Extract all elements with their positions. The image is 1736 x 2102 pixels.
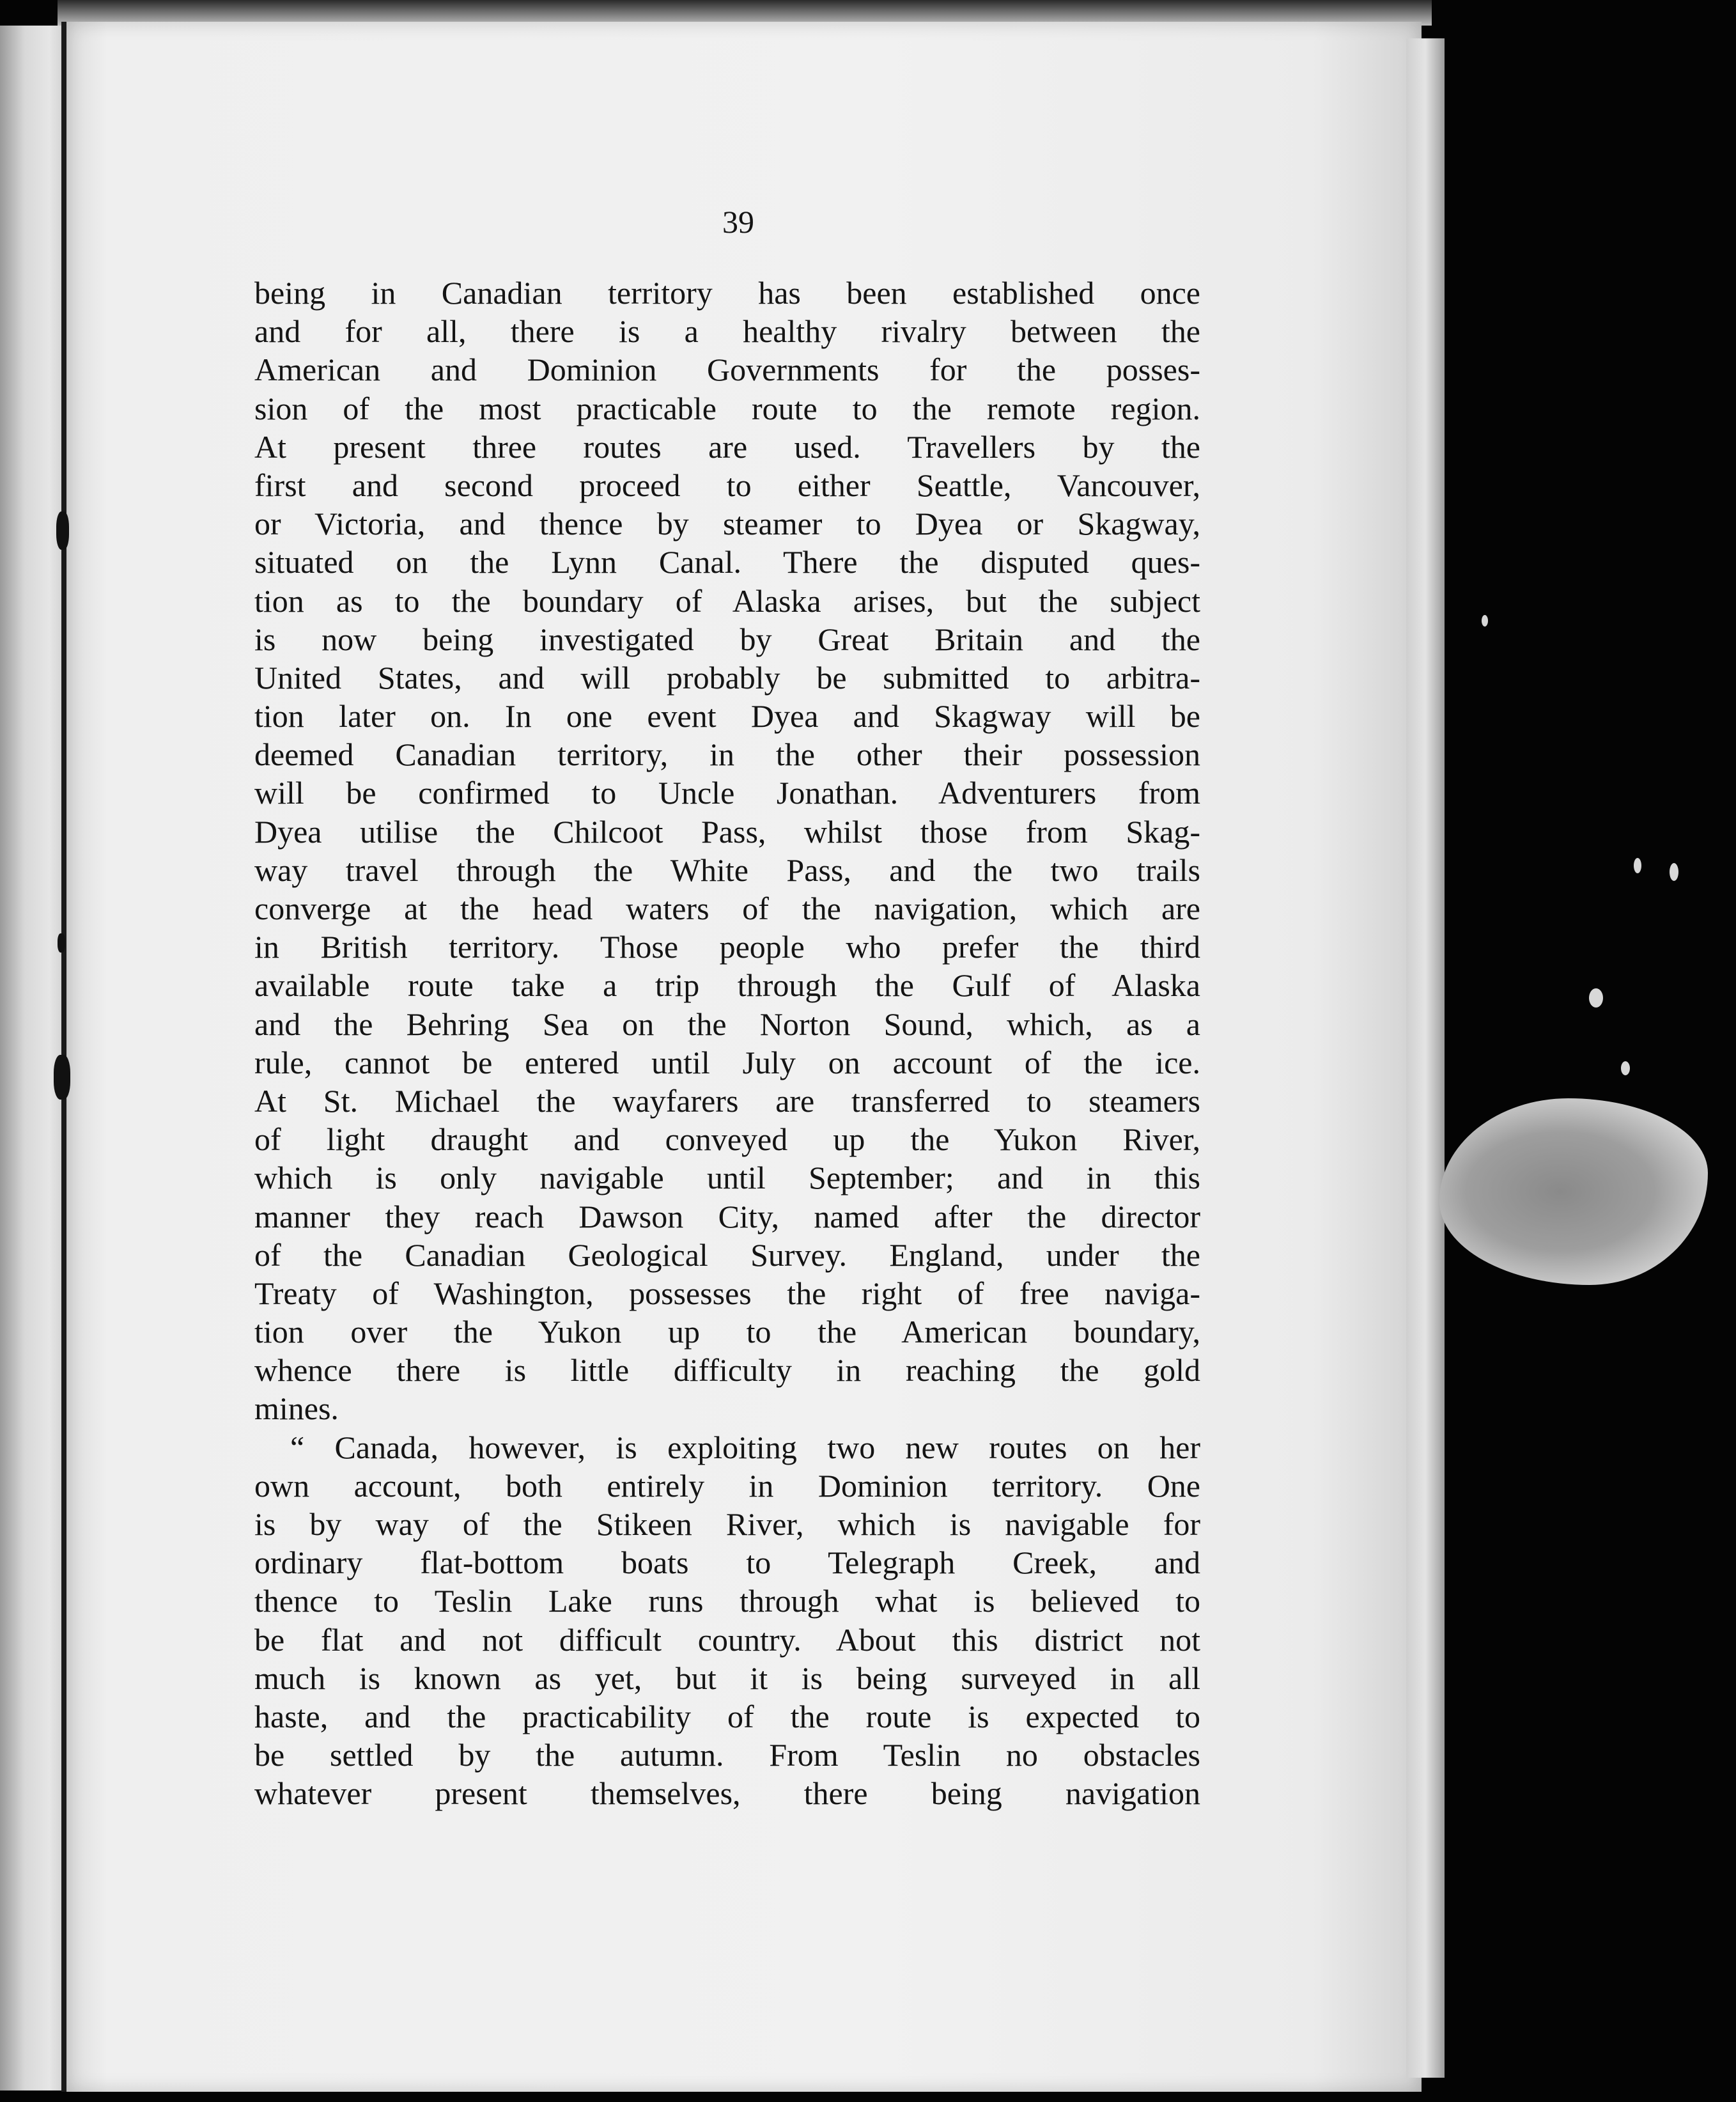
text-line: which is only navigable until September; and in this: [254, 1160, 1200, 1196]
text-line: At St. Michael the wayfarers are transferred to steamers: [254, 1082, 1200, 1119]
text-line: will be confirmed to Uncle Jonathan. Adventurers from: [254, 775, 1200, 811]
text-line: and for all, there is a healthy rivalry between the: [254, 313, 1200, 350]
text-line: sion of the most practicable route to the remote region.: [254, 390, 1200, 426]
text-line: of light draught and conveyed up the Yukon River,: [254, 1121, 1200, 1158]
page-fore-edge: [1406, 38, 1445, 2078]
text-line: tion later on. In one event Dyea and Skagway will be: [254, 698, 1200, 735]
text-line: of the Canadian Geological Survey. England, under the: [254, 1236, 1200, 1273]
dust-speck: [1482, 615, 1488, 627]
text-line: way travel through the White Pass, and the two trails: [254, 852, 1200, 888]
text-line: At present three routes are used. Travellers by the: [254, 428, 1200, 465]
text-line: mines.: [254, 1390, 339, 1427]
text-line: deemed Canadian territory, in the other their possession: [254, 736, 1200, 773]
dust-speck: [1634, 858, 1641, 873]
text-line: be settled by the autumn. From Teslin no obstacles: [254, 1737, 1200, 1773]
text-line: tion over the Yukon up to the American boundary,: [254, 1314, 1200, 1350]
text-line: Dyea utilise the Chilcoot Pass, whilst those from Skag-: [254, 813, 1200, 850]
text-line: being in Canadian territory has been established once: [254, 275, 1200, 311]
text-line: available route take a trip through the Gulf of Alaska: [254, 967, 1200, 1004]
binding-thread-mark: [56, 511, 69, 550]
text-line: whence there is little difficulty in reaching the gold: [254, 1352, 1200, 1389]
paper-damage-blot: [1439, 1098, 1708, 1285]
text-line: first and second proceed to either Seattle, Vancouver,: [254, 467, 1200, 503]
text-line: is by way of the Stikeen River, which is navigable for: [254, 1506, 1200, 1542]
text-line: and the Behring Sea on the Norton Sound, which, as a: [254, 1006, 1200, 1042]
text-line: haste, and the practicability of the route is expected to: [254, 1698, 1200, 1734]
text-line: much is known as yet, but it is being surveyed in all: [254, 1660, 1200, 1696]
body-text: [254, 274, 1200, 1813]
text-line: whatever present themselves, there being navigation: [254, 1775, 1200, 1812]
binding-thread-mark: [58, 933, 65, 953]
page-number: 39: [722, 204, 754, 240]
text-line: in British territory. Those people who prefer the third: [254, 929, 1200, 965]
text-line: situated on the Lynn Canal. There the disputed ques-: [254, 544, 1200, 580]
text-line: manner they reach Dawson City, named after the director: [254, 1198, 1200, 1234]
text-line: Treaty of Washington, possesses the right of free naviga-: [254, 1275, 1200, 1311]
text-line: “ Canada, however, is exploiting two new routes on her: [290, 1429, 1200, 1465]
text-line: tion as to the boundary of Alaska arises, but the subject: [254, 582, 1200, 619]
text-line: United States, and will probably be submitted to arbitra-: [254, 659, 1200, 696]
text-line: ordinary flat-bottom boats to Telegraph Creek, and: [254, 1545, 1200, 1581]
binding-thread-mark: [54, 1055, 70, 1100]
text-line: own account, both entirely in Dominion territory. One: [254, 1467, 1200, 1504]
text-line: thence to Teslin Lake runs through what is believed to: [254, 1583, 1200, 1619]
text-line: be flat and not difficult country. About this district not: [254, 1621, 1200, 1658]
dust-speck: [1589, 988, 1603, 1008]
text-line: or Victoria, and thence by steamer to Dyea or Skagway,: [254, 506, 1200, 542]
dust-speck: [1621, 1061, 1630, 1075]
text-line: converge at the head waters of the navigation, which are: [254, 891, 1200, 926]
text-line: is now being investigated by Great Britain and the: [254, 621, 1200, 657]
text-line: rule, cannot be entered until July on account of the ice.: [254, 1044, 1200, 1080]
text-line: American and Dominion Governments for the posses-: [254, 352, 1200, 388]
dust-speck: [1670, 863, 1678, 881]
